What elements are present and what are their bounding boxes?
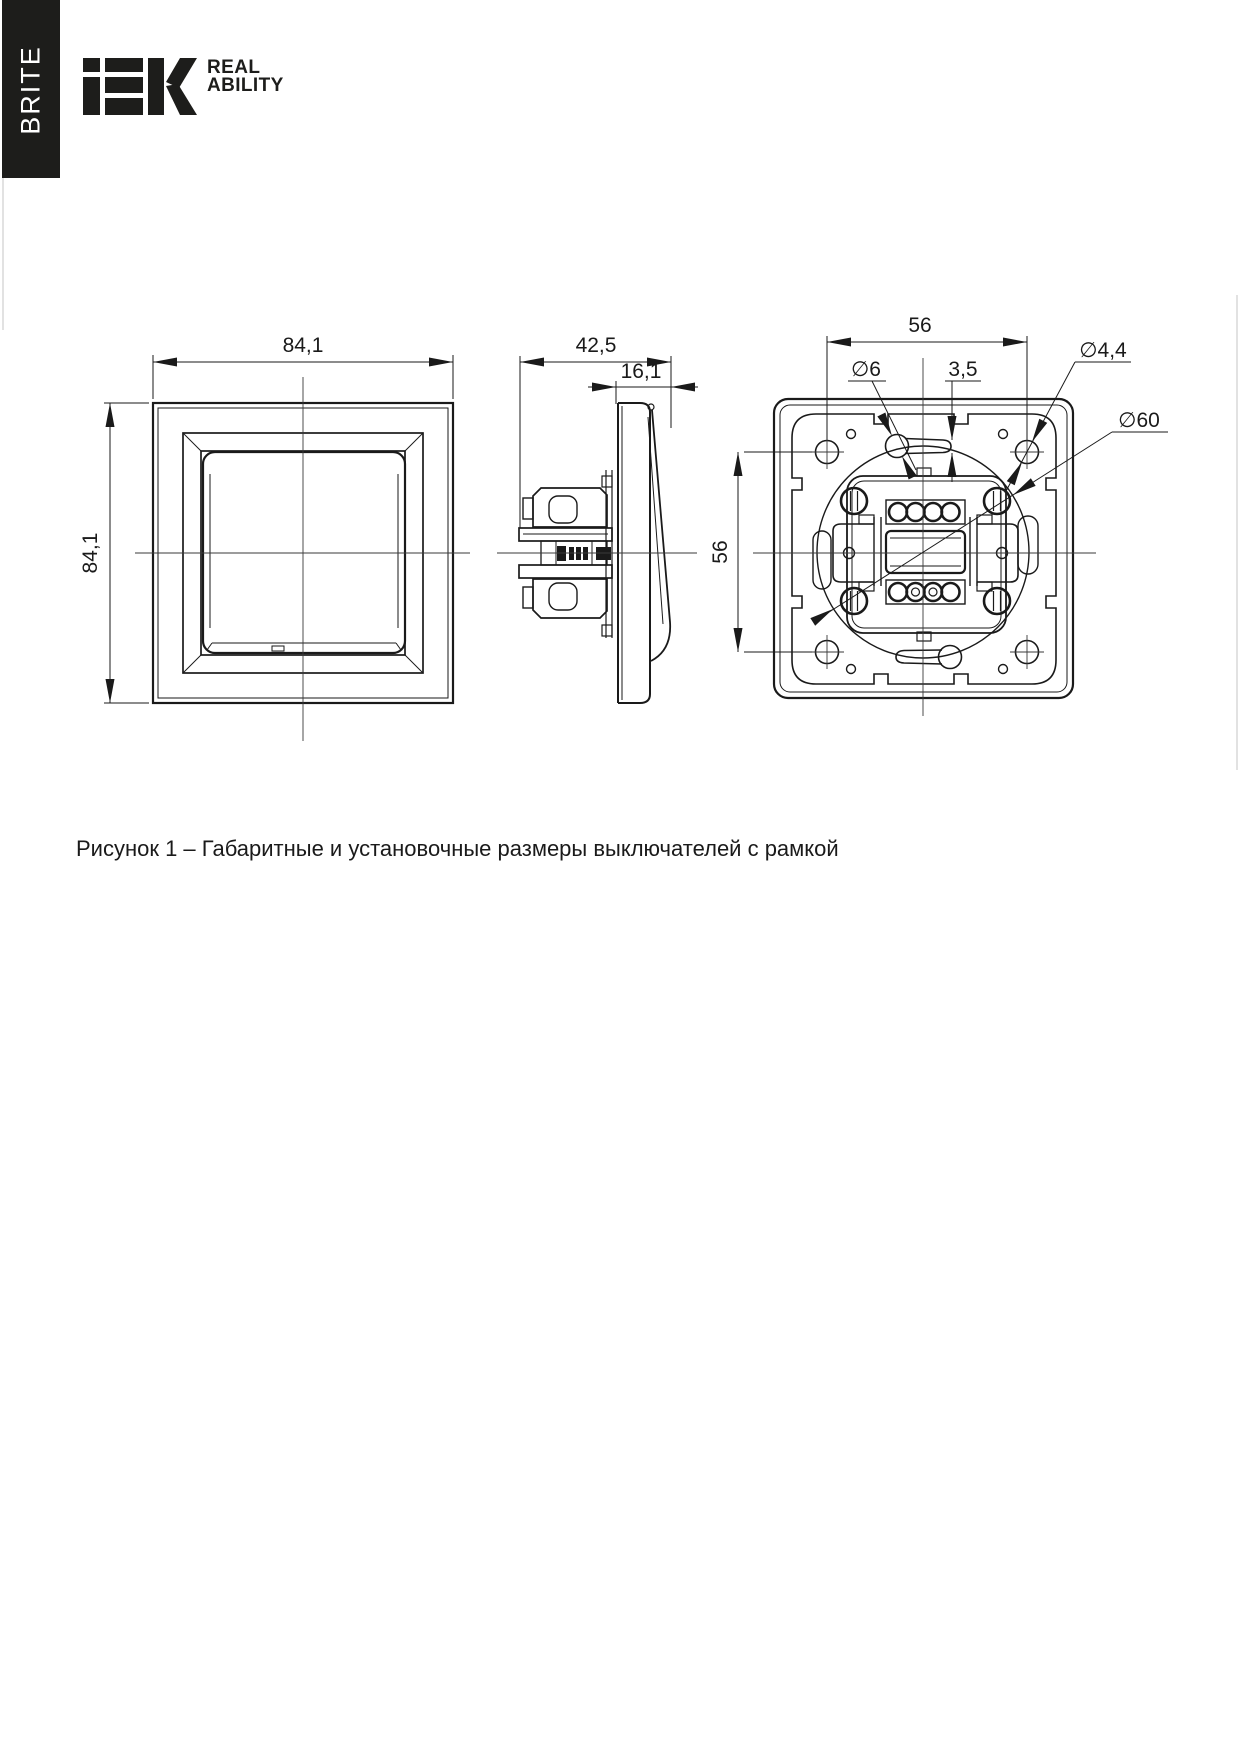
back-slot-width-label: 3,5: [948, 358, 978, 381]
side-claw-top: [523, 488, 607, 527]
figure-caption: Рисунок 1 – Габаритные и установочные размеры выключателей с рамкой: [76, 836, 839, 861]
series-label: BRITE: [15, 45, 46, 135]
back-view: [709, 314, 1168, 716]
back-slot-width-callout: [945, 358, 981, 482]
front-rocker-detail: [207, 474, 401, 651]
back-hole-spacing-h-label: 56: [908, 314, 932, 337]
front-view: [79, 334, 470, 741]
side-total-depth-label: 42,5: [575, 334, 617, 357]
side-rocker-front: [651, 410, 670, 661]
back-screw-hole-diameter-callout: [1005, 339, 1131, 493]
back-hole-spacing-v-label: 56: [709, 540, 732, 564]
back-centerlines: [753, 358, 1096, 716]
back-screw-hole-diameter-label: ∅4,4: [1079, 339, 1127, 362]
back-frame-inner: [780, 405, 1067, 692]
side-front-depth-label: 16,1: [620, 360, 662, 383]
back-center-block: [886, 531, 965, 573]
tagline-line1: REAL: [207, 57, 261, 78]
side-front-depth-dimension: [588, 360, 698, 404]
back-screw-holes: [816, 441, 1039, 664]
scan-edge-lines: [3, 178, 1237, 770]
side-screw-bolts: [557, 546, 611, 561]
tagline-line2: ABILITY: [207, 75, 284, 96]
side-claw-bottom: [523, 579, 607, 618]
side-claw-arm-bottom: [519, 565, 612, 578]
back-mechanism-tab-top: [917, 468, 931, 476]
front-height-label: 84,1: [79, 532, 102, 574]
front-width-label: 84,1: [282, 334, 324, 357]
back-mounting-circle-diameter-label: ∅60: [1118, 409, 1160, 432]
front-rocker-key: [203, 452, 405, 653]
back-cutout-left: [813, 531, 831, 589]
front-centerlines: [135, 377, 470, 741]
back-plate-pilot-holes: [847, 430, 1008, 674]
back-keyhole-diameter-label: ∅6: [851, 358, 881, 381]
back-keyhole-diameter-callout: [848, 358, 917, 480]
back-hole-spacing-v-dimension: [709, 452, 812, 652]
side-view: [497, 334, 698, 703]
